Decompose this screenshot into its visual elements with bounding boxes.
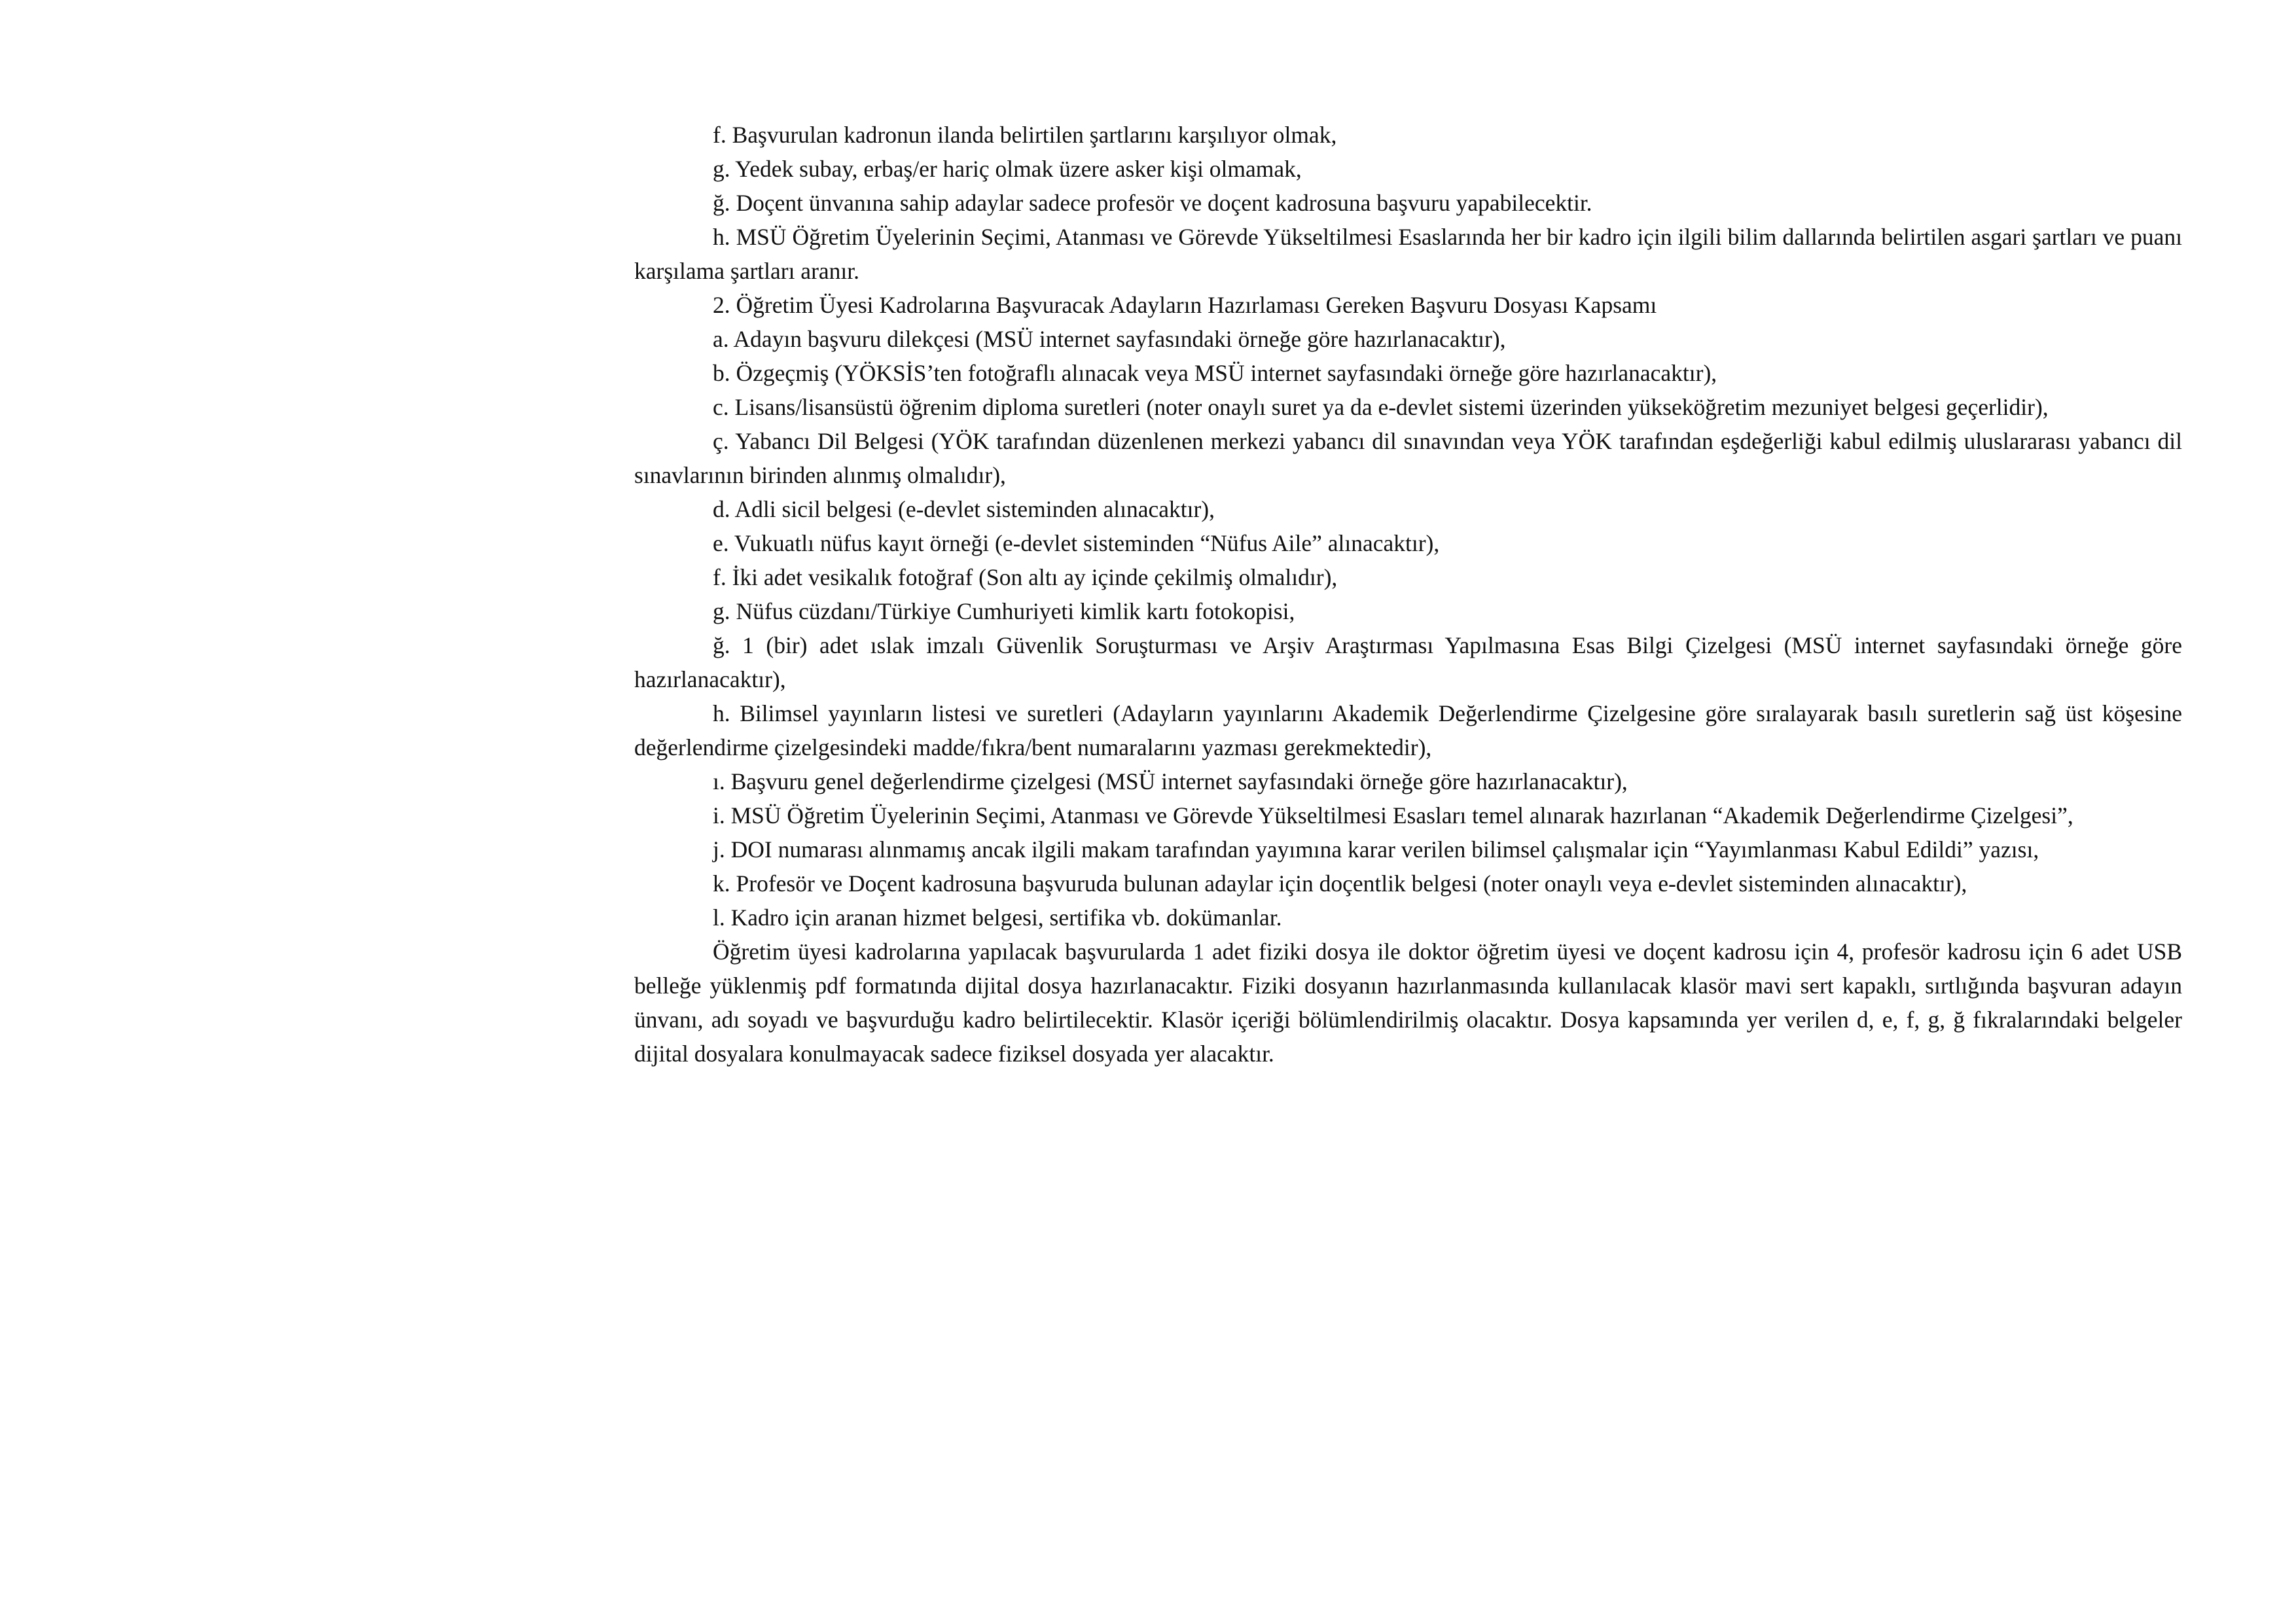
- file-item-k: k. Profesör ve Doçent kadrosuna başvuruda bulunan adaylar için doçentlik belgesi (noter onaylı veya e-devlet sisteminden alınacaktır),: [713, 870, 1967, 897]
- item-h-requirement: h. MSÜ Öğretim Üyelerinin Seçimi, Atanması ve Görevde Yükseltilmesi Esaslarında her bir kadro için ilgili bilim dallarında belirtilen asgari şartları ve puanı karşılama şartları aranır.: [634, 224, 2182, 284]
- file-item-j: j. DOI numarası alınmamış ancak ilgili makam tarafından yayımına karar verilen bilimsel çalışmalar için “Yayımlanması Kabul Edildi” yazısı,: [713, 836, 2039, 863]
- file-item-g-breve: ğ. 1 (bir) adet ıslak imzalı Güvenlik Soruşturması ve Arşiv Araştırması Yapılmasına Esas Bilgi Çizelgesi (MSÜ internet sayfasındaki örneğe göre hazırlanacaktır),: [634, 632, 2182, 692]
- file-item-e: e. Vukuatlı nüfus kayıt örneği (e-devlet sisteminden “Nüfus Aile” alınacaktır),: [713, 530, 1440, 556]
- file-item-b: b. Özgeçmiş (YÖKSİS’ten fotoğraflı alınacak veya MSÜ internet sayfasındaki örneğe göre hazırlanacaktır),: [713, 360, 1717, 386]
- file-item-h: h. Bilimsel yayınların listesi ve suretleri (Adayların yayınlarını Akademik Değerlendirme Çizelgesine göre sıralayarak basılı suretlerin sağ üst köşesine değerlendirme çizelgesindeki madde/fıkra/bent numaralarını yazması gerekmektedir),: [634, 700, 2182, 760]
- item-g-requirement: g. Yedek subay, erbaş/er hariç olmak üzere asker kişi olmamak,: [713, 156, 1302, 182]
- file-item-i: i. MSÜ Öğretim Üyelerinin Seçimi, Atanması ve Görevde Yükseltilmesi Esasları temel alınarak hazırlanan “Akademik Değerlendirme Çizelgesi”,: [713, 802, 2073, 829]
- file-item-a: a. Adayın başvuru dilekçesi (MSÜ internet sayfasındaki örneğe göre hazırlanacaktır),: [713, 326, 1506, 352]
- item-f-requirement: f. Başvurulan kadronun ilanda belirtilen şartlarını karşılıyor olmak,: [713, 122, 1337, 148]
- file-item-f: f. İki adet vesikalık fotoğraf (Son altı ay içinde çekilmiş olmalıdır),: [713, 564, 1338, 590]
- file-item-c: c. Lisans/lisansüstü öğrenim diploma suretleri (noter onaylı suret ya da e-devlet sistemi üzerinden yükseköğretim mezuniyet belgesi geçerlidir),: [713, 394, 2049, 420]
- file-item-c-cedilla: ç. Yabancı Dil Belgesi (YÖK tarafından düzenlenen merkezi yabancı dil sınavından veya YÖK tarafından eşdeğerliği kabul edilmiş uluslararası yabancı dil sınavlarının birinden alınmış olmalıdır),: [634, 428, 2182, 488]
- item-g-breve-requirement: ğ. Doçent ünvanına sahip adaylar sadece profesör ve doçent kadrosuna başvuru yapabilecektir.: [713, 190, 1592, 216]
- closing-paragraph: Öğretim üyesi kadrolarına yapılacak başvurularda 1 adet fiziki dosya ile doktor öğretim üyesi ve doçent kadrosu için 4, profesör kadrosu için 6 adet USB belleğe yüklenmiş pdf formatında dijital dosya hazırlanacaktır. Fiziki dosyanın hazırlanmasında kullanılacak klasör mavi sert kapaklı, sırtlığında başvuran adayın ünvanı, adı soyadı ve başvurduğu kadro belirtilecektir. Klasör içeriği bölümlendirilmiş olacaktır. Dosya kapsamında yer verilen d, e, f, g, ğ fıkralarındaki belgeler dijital dosyalara konulmayacak sadece fiziksel dosyada yer alacaktır.: [634, 938, 2182, 1067]
- file-item-dotless-i: ı. Başvuru genel değerlendirme çizelgesi (MSÜ internet sayfasındaki örneğe göre hazırlanacaktır),: [713, 768, 1628, 794]
- file-item-d: d. Adli sicil belgesi (e-devlet sisteminden alınacaktır),: [713, 496, 1215, 522]
- file-item-l: l. Kadro için aranan hizmet belgesi, sertifika vb. dokümanlar.: [713, 904, 1282, 931]
- file-item-g: g. Nüfus cüzdanı/Türkiye Cumhuriyeti kimlik kartı fotokopisi,: [713, 598, 1295, 624]
- section-2-heading: 2. Öğretim Üyesi Kadrolarına Başvuracak Adayların Hazırlaması Gereken Başvuru Dosyası Kapsamı: [713, 292, 1657, 318]
- document-body: [634, 118, 2182, 1071]
